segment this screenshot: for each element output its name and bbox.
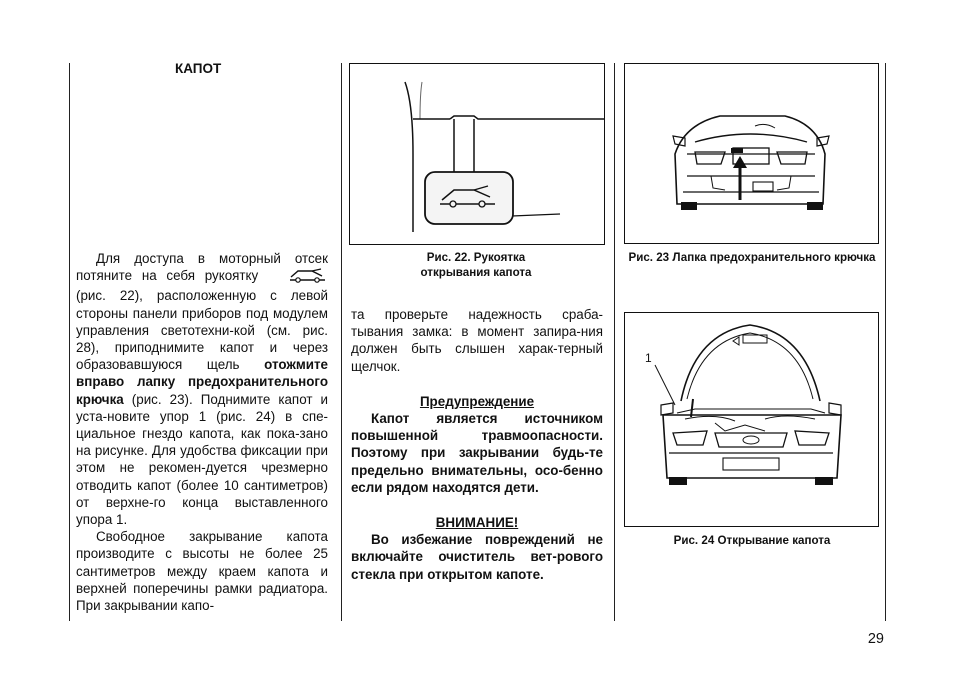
figure-23 [624, 63, 879, 244]
figure-22 [349, 63, 605, 245]
arrow-icon [733, 156, 747, 200]
column-divider-far-right [885, 63, 886, 621]
attention-title: ВНИМАНИЕ! [435, 515, 519, 531]
warning-title: Предупреждение [419, 393, 535, 409]
page-title: КАПОТ [175, 61, 222, 76]
warning-text: Капот является источником повышенной травмоопасности. Поэтому при закрывании будь-те предельно внимательны, осо-бенно если рядом находятся дети. [351, 411, 603, 495]
paragraph-1-start: Для доступа в моторный отсек потяните на себя рукоятку [76, 251, 328, 284]
page-number: 29 [867, 631, 884, 647]
figure-24-caption: Рис. 24 Открывание капота [673, 534, 831, 547]
figure-24 [624, 312, 879, 527]
figure-23-caption: Рис. 23 Лапка предохранительного крючка [628, 251, 876, 264]
column-divider-left [69, 63, 70, 621]
column-2-text [351, 306, 603, 583]
column-divider-middle [341, 63, 342, 621]
column-1-text [76, 250, 328, 614]
paragraph-1-end: (рис. 23). Поднимите капот и уста-новите упор 1 (рис. 24) в спе-циальное гнездо капота, как пока-зано на рисунке. Для удобства фиксации при этом не рекомен-дуется чрезмерно отводить капот (более 10 сантиметров) от верхне-го конца выставленного упора 1. [76, 391, 328, 528]
paragraph-1-middle: (рис. 22), расположенную с левой стороны панели приборов под модулем управления светотехни-кой (см. рис. 28), приподнимите капот и через образовавшуюся щель [76, 288, 328, 373]
open-hood-illustration [625, 313, 878, 526]
hood-release-symbol-icon [268, 267, 328, 287]
paragraph-continued: та проверьте надежность сраба-тывания замка: в момент запира-ния должен быть слышен харак-терный щелчок. [351, 307, 603, 374]
car-front-hook-illustration [625, 64, 878, 243]
paragraph-1-bold: отожмите вправо лапку предохранительного крючка [76, 357, 328, 407]
paragraph-2: Свободное закрывание капота производите с высоты не более 25 сантиметров между краем капота и верхней поперечины рамки радиатора. При закрывании капо- [76, 529, 328, 614]
attention-text: Во избежание повреждений не включайте очиститель вет-рового стекла при открытом капоте. [351, 532, 603, 582]
column-divider-right [614, 63, 615, 621]
figure-22-caption: Рис. 22. Рукоятка открывания капота [420, 251, 532, 279]
figure-24-callout-label: 1 [645, 351, 652, 365]
hood-release-handle-illustration [350, 64, 604, 244]
